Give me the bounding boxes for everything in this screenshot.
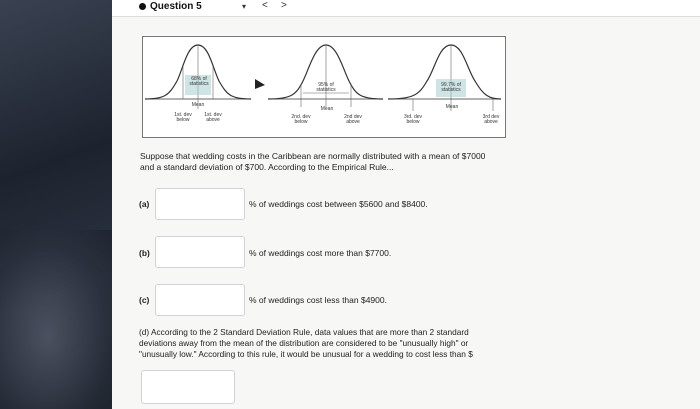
curve3-center-label: 99.7% of statistics: [441, 82, 461, 93]
curve3-mean-label: Mean: [445, 104, 459, 110]
curve-95-percent: [268, 45, 383, 107]
part-d-prompt: [139, 327, 559, 360]
part-c-label: (c): [139, 295, 150, 305]
curve3-left-label: 3rd. dev below: [403, 114, 423, 125]
part-c-answer-input[interactable]: [155, 284, 245, 316]
question-header: [112, 0, 700, 17]
screen: [112, 0, 700, 409]
part-b-label: (b): [139, 248, 150, 258]
part-d-line-1: (d) According to the 2 Standard Deviation Rule, data values that are more than 2 standard: [139, 327, 469, 337]
curve2-left-label: 2nd. dev below: [291, 114, 311, 125]
question-dropdown-icon[interactable]: ▾: [242, 2, 247, 11]
next-question-button[interactable]: >: [281, 0, 287, 11]
part-c-text: % of weddings cost less than $4900.: [249, 295, 387, 305]
curve2-mean-label: Mean: [320, 106, 334, 112]
part-d-line-3: "unusually low." According to this rule, it would be unusual for a wedding to cost less than $: [139, 349, 473, 359]
question-prompt: [140, 151, 560, 173]
part-d-line-2: deviations away from the mean of the distribution are considered to be "unusually high" or: [139, 338, 469, 348]
desk-background-shadow: [0, 230, 120, 409]
curve1-mean-label: Mean: [191, 102, 205, 108]
part-a-text: % of weddings cost between $5600 and $8400.: [249, 199, 428, 209]
prompt-line-2: and a standard deviation of $700. According to the Empirical Rule...: [140, 162, 394, 172]
prompt-line-1: Suppose that wedding costs in the Caribbean are normally distributed with a mean of $7000: [140, 151, 486, 161]
question-title: Question 5: [150, 1, 202, 12]
curve1-center-label: 68% of statistics: [189, 76, 209, 87]
curve3-right-label: 3rd dev above: [482, 114, 500, 125]
part-a-answer-input[interactable]: [155, 188, 245, 220]
arrow-icon: [255, 79, 265, 89]
curve1-right-label: 1st. dev above: [204, 112, 222, 123]
part-a-label: (a): [139, 199, 150, 209]
curve-99-7-percent: [388, 45, 501, 111]
empirical-rule-figure: [142, 36, 506, 138]
part-b-text: % of weddings cost more than $7700.: [249, 248, 392, 258]
part-d-answer-input[interactable]: [141, 370, 235, 404]
question-status-dot-icon: [139, 3, 146, 10]
curve2-right-label: 2nd dev above: [344, 114, 362, 125]
previous-question-button[interactable]: <: [262, 0, 268, 11]
part-b-answer-input[interactable]: [155, 236, 245, 268]
curve2-center-label: 95% of statistics: [316, 82, 336, 93]
curve1-left-label: 1st. dev below: [174, 112, 192, 123]
